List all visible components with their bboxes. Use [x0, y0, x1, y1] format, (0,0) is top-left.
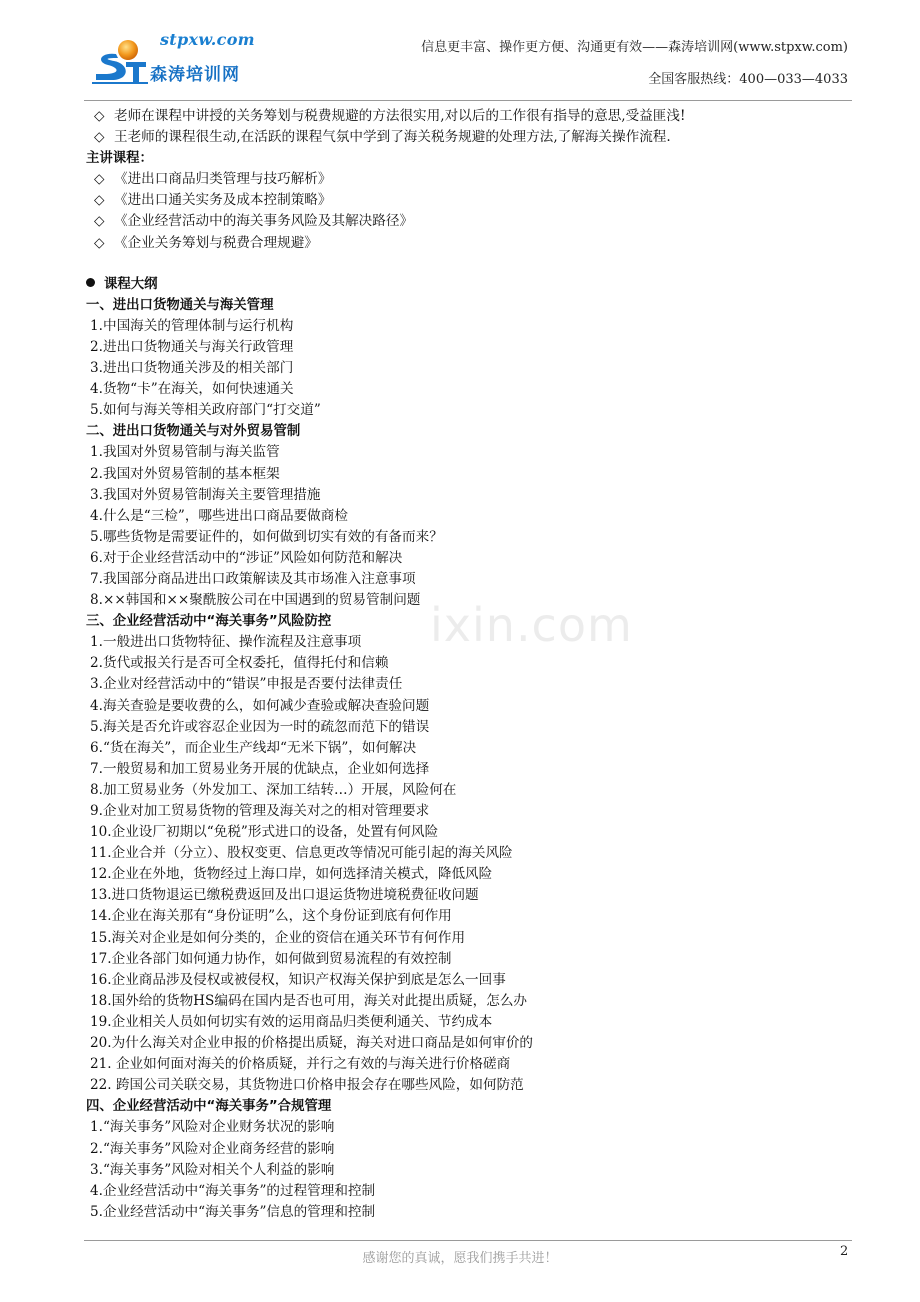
outline-item: 1.一般进出口货物特征、操作流程及注意事项: [90, 634, 362, 651]
course-item: [86, 211, 856, 232]
section-title: 三、企业经营活动中“海关事务”风险防控: [86, 614, 332, 630]
header-hotline: 全国客服热线：400—033—4033: [648, 72, 848, 87]
outline-item: 1.中国海关的管理体制与运行机构: [90, 317, 294, 334]
course-title: 《企业关务筹划与税费合理规避》: [114, 234, 318, 251]
outline-item: 3.企业对经营活动中的“错误”申报是否要付法律责任: [90, 676, 403, 693]
diamond-bullet-icon: ◇: [94, 234, 105, 251]
outline-item: 14.企业在海关那有“身份证明”么，这个身份证到底有何作用: [90, 908, 452, 925]
course-title: 《进出口商品归类管理与技巧解析》: [114, 171, 332, 188]
footer-text: 感谢您的真诚，愿我们携手共进！: [362, 1251, 558, 1266]
outline-item: 2.货代或报关行是否可全权委托，值得托付和信赖: [90, 655, 389, 672]
outline-heading: [86, 274, 856, 295]
outline-item: 8.××韩国和××聚酰胺公司在中国遇到的贸易管制问题: [90, 592, 421, 609]
diamond-bullet-icon: ◇: [94, 108, 105, 124]
outline-item: 1.“海关事务”风险对企业财务状况的影响: [90, 1119, 335, 1136]
outline-item: 7.我国部分商品进出口政策解读及其市场准入注意事项: [90, 570, 416, 587]
section-title: 二、进出口货物通关与对外贸易管制: [86, 424, 301, 440]
course-item: [86, 233, 856, 254]
testimonial-item: [86, 106, 856, 127]
outline-item: 11.企业合并（分立）、股权变更、信息更改等情况可能引起的海关风险: [90, 845, 513, 862]
testimonial-item: [86, 127, 856, 148]
page-header: [84, 22, 852, 100]
section-title: 四、企业经营活动中“海关事务”合规管理: [86, 1099, 332, 1115]
bullet-dot-icon: [86, 278, 95, 287]
section-title: 一、进出口货物通关与海关管理: [86, 297, 274, 313]
outline-item: 4.海关查验是要收费的么，如何减少查验或解决查验问题: [90, 697, 430, 714]
diamond-bullet-icon: ◇: [94, 213, 105, 230]
outline-item: 4.货物“卡”在海关，如何快速通关: [90, 381, 294, 398]
outline-item: 13.进口货物退运已缴税费返回及出口退运货物进境税费征收问题: [90, 887, 479, 904]
outline-item: 8.加工贸易业务（外发加工、深加工结转…）开展，风险何在: [90, 781, 457, 798]
outline-title: 课程大纲: [104, 276, 158, 292]
watermark: ixin.com: [430, 598, 633, 652]
diamond-bullet-icon: ◇: [94, 192, 105, 209]
testimonial-text: 王老师的课程很生动,在活跃的课程气氛中学到了海关税务规避的处理方法,了解海关操作流程.: [114, 129, 671, 146]
footer-divider: [84, 1240, 852, 1241]
course-item: [86, 169, 856, 190]
diamond-bullet-icon: ◇: [94, 129, 105, 146]
outline-item: 3.“海关事务”风险对相关个人利益的影响: [90, 1161, 335, 1178]
course-title: 《进出口通关实务及成本控制策略》: [114, 192, 332, 209]
course-item: [86, 190, 856, 211]
outline-item: 12.企业在外地，货物经过上海口岸，如何选择清关模式，降低风险: [90, 866, 493, 883]
outline-item: 19.企业相关人员如何切实有效的运用商品归类便利通关、节约成本: [90, 1013, 493, 1030]
outline-item: 16.企业商品涉及侵权或被侵权，知识产权海关保护到底是怎么一回事: [90, 971, 506, 988]
outline-item: 7.一般贸易和加工贸易业务开展的优缺点，企业如何选择: [90, 760, 430, 777]
outline-item: 4.企业经营活动中“海关事务”的过程管理和控制: [90, 1182, 376, 1199]
site-logo[interactable]: [90, 28, 260, 90]
header-slogan: 信息更丰富、操作更方便、沟通更有效——森涛培训网(www.stpxw.com): [421, 40, 848, 55]
outline-item: 20.为什么海关对企业申报的价格提出质疑，海关对进口商品是如何审价的: [90, 1035, 534, 1052]
logo-url: stpxw.com: [160, 30, 255, 49]
outline-item: 15.海关对企业是如何分类的，企业的资信在通关环节有何作用: [90, 929, 466, 946]
outline-item: 2.我国对外贸易管制的基本框架: [90, 465, 280, 482]
page-number: 2: [840, 1244, 849, 1259]
outline-item: 6.对于企业经营活动中的“涉证”风险如何防范和解决: [90, 549, 403, 566]
outline-item: 5.哪些货物是需要证件的，如何做到切实有效的有备而来？: [90, 528, 443, 545]
outline-item: 4.什么是“三检”，哪些进出口商品要做商检: [90, 507, 348, 524]
courses-heading: 主讲课程：: [86, 151, 153, 167]
outline-item: 9.企业对加工贸易货物的管理及海关对之的相对管理要求: [90, 803, 430, 819]
course-title: 《企业经营活动中的海关事务风险及其解决路径》: [114, 213, 414, 230]
logo-name: 森涛培训网: [150, 65, 240, 85]
outline-item: 10.企业设厂初期以“免税”形式进口的设备，处置有何风险: [90, 824, 439, 841]
outline-item: 5.海关是否允许或容忍企业因为一时的疏忽而范下的错误: [90, 718, 430, 735]
outline-item: 18.国外给的货物HS编码在国内是否也可用，海关对此提出质疑，怎么办: [90, 992, 528, 1009]
outline-item: 17.企业各部门如何通力协作，如何做到贸易流程的有效控制: [90, 950, 452, 967]
outline-item: 6.“货在海关”，而企业生产线却“无米下锅”，如何解决: [90, 739, 417, 756]
outline-item: 5.如何与海关等相关政府部门“打交道”: [90, 402, 321, 419]
outline-item: 3.进出口货物通关涉及的相关部门: [90, 360, 294, 377]
testimonial-text: 老师在课程中讲授的关务筹划与税费规避的方法很实用,对以后的工作很有指导的意思,受益匪浅!: [114, 108, 686, 124]
diamond-bullet-icon: ◇: [94, 171, 105, 188]
document-body: [86, 106, 856, 1223]
outline-item: 5.企业经营活动中“海关事务”信息的管理和控制: [90, 1203, 376, 1220]
outline-item: 21. 企业如何面对海关的价格质疑，并行之有效的与海关进行价格磋商: [90, 1056, 511, 1073]
outline-item: 2.“海关事务”风险对企业商务经营的影响: [90, 1140, 335, 1157]
header-divider: [84, 100, 852, 101]
logo-mark-icon: [90, 40, 152, 86]
outline-item: 3.我国对外贸易管制海关主要管理措施: [90, 486, 321, 503]
outline-item: 22. 跨国公司关联交易，其货物进口价格申报会存在哪些风险，如何防范: [90, 1077, 524, 1094]
outline-item: 2.进出口货物通关与海关行政管理: [90, 338, 294, 355]
outline-item: 1.我国对外贸易管制与海关监管: [90, 444, 280, 461]
